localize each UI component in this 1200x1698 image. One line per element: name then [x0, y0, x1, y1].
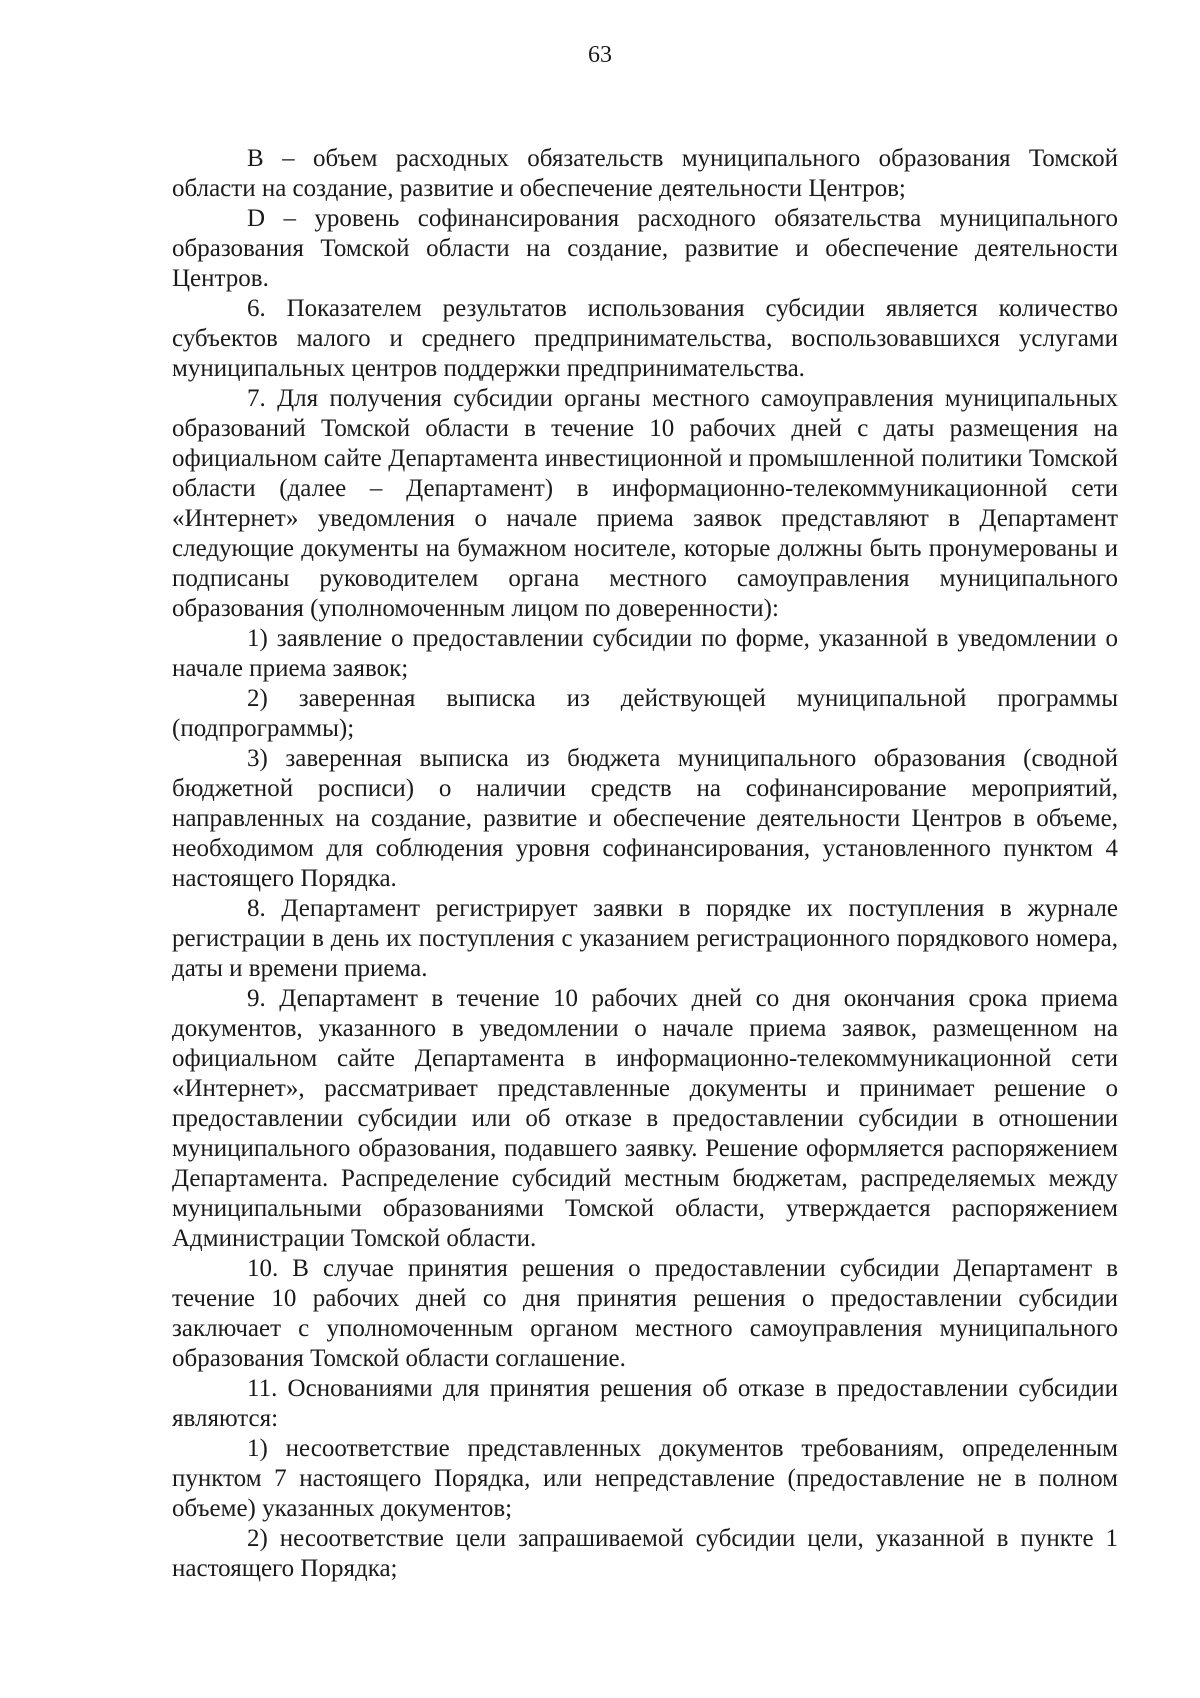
- paragraph-item-9: 9. Департамент в течение 10 рабочих дней со дня окончания срока приема документов, указанного в уведомлении о начале приема заявок, размещенном на официальном сайте Департамента в информационно-телекоммуникационной сети «Интернет», рассматривает представленные документы и принимает решение о предоставлении субсидии или об отказе в предоставлении субсидии в отношении муниципального образования, подавшего заявку. Решение оформляется распоряжением Департамента. Распределение субсидий местным бюджетам, распределяемых между муниципальными образованиями Томской области, утверждается распоряжением Администрации Томской области.: [172, 985, 1118, 1252]
- paragraph-item-6: 6. Показателем результатов использования субсидии является количество субъектов малого и среднего предпринимательства, воспользовавшихся услугами муниципальных центров поддержки предпринимательства.: [172, 295, 1118, 382]
- paragraph-item-7-sub-3: 3) заверенная выписка из бюджета муниципального образования (сводной бюджетной росписи) о наличии средств на софинансирование мероприятий, направленных на создание, развитие и обеспечение деятельности Центров в объеме, необходимом для соблюдения уровня софинансирования, установленного пунктом 4 настоящего Порядка.: [172, 745, 1118, 892]
- paragraph-item-7: 7. Для получения субсидии органы местного самоуправления муниципальных образований Томской области в течение 10 рабочих дней с даты размещения на официальном сайте Департамента инвестиционной и промышленной политики Томской области (далее – Департамент) в информационно-телекоммуникационной сети «Интернет» уведомления о начале приема заявок представляют в Департамент следующие документы на бумажном носителе, которые должны быть пронумерованы и подписаны руководителем органа местного самоуправления муниципального образования (уполномоченным лицом по доверенности):: [172, 385, 1118, 622]
- paragraph-variable-d: D – уровень софинансирования расходного обязательства муниципального образования Томской области на создание, развитие и обеспечение деятельности Центров.: [172, 205, 1118, 292]
- paragraph-item-7-sub-2: 2) заверенная выписка из действующей муниципальной программы (подпрограммы);: [172, 685, 1118, 742]
- page-number: 63: [588, 42, 612, 68]
- paragraph-item-11: 11. Основаниями для принятия решения об отказе в предоставлении субсидии являются:: [172, 1375, 1118, 1432]
- paragraph-variable-b: В – объем расходных обязательств муниципального образования Томской области на создание, развитие и обеспечение деятельности Центров;: [172, 145, 1118, 202]
- paragraph-item-10: 10. В случае принятия решения о предоставлении субсидии Департамент в течение 10 рабочих дней со дня принятия решения о предоставлении субсидии заключает с уполномоченным органом местного самоуправления муниципального образования Томской области соглашение.: [172, 1255, 1118, 1372]
- document-body: [172, 144, 1118, 1584]
- paragraph-item-8: 8. Департамент регистрирует заявки в порядке их поступления в журнале регистрации в день их поступления с указанием регистрационного порядкового номера, даты и времени приема.: [172, 895, 1118, 982]
- paragraph-item-11-sub-2: 2) несоответствие цели запрашиваемой субсидии цели, указанной в пункте 1 настоящего Порядка;: [172, 1525, 1118, 1582]
- paragraph-item-7-sub-1: 1) заявление о предоставлении субсидии по форме, указанной в уведомлении о начале приема заявок;: [172, 625, 1118, 682]
- paragraph-item-11-sub-1: 1) несоответствие представленных документов требованиям, определенным пунктом 7 настоящего Порядка, или непредставление (предоставление не в полном объеме) указанных документов;: [172, 1435, 1118, 1522]
